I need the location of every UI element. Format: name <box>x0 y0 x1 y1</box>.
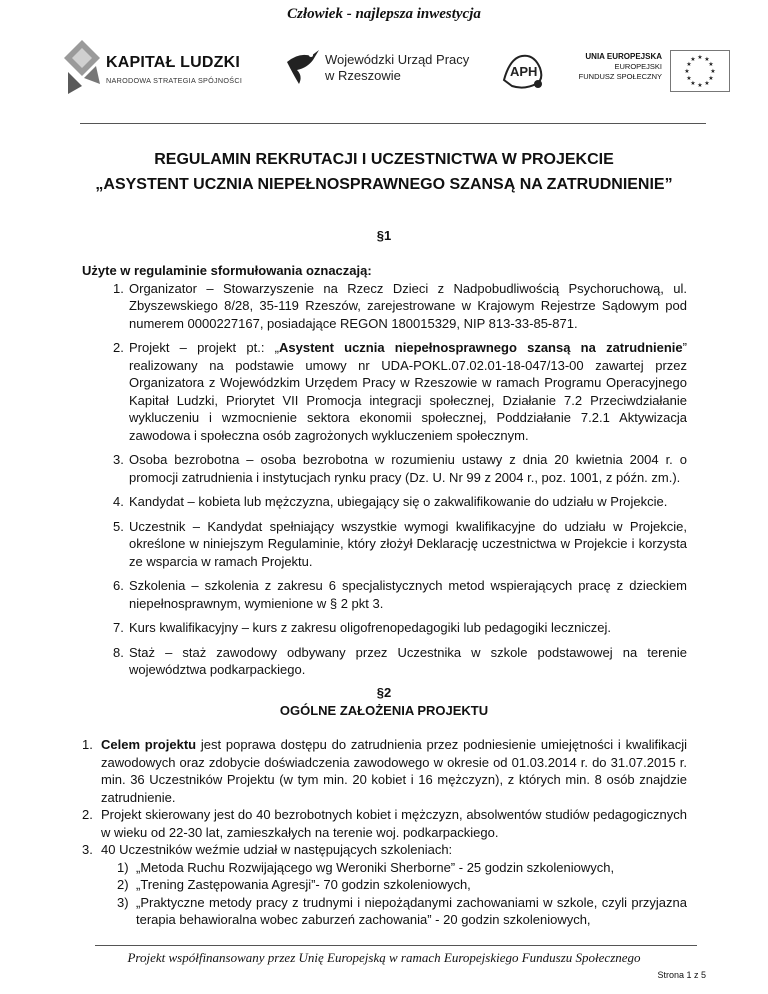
header-divider <box>80 123 706 124</box>
training-number: 2) <box>117 877 129 892</box>
svg-text:★: ★ <box>697 82 703 89</box>
definition-number: 3. <box>113 452 124 467</box>
definition-number: 8. <box>113 644 124 660</box>
aph-text: APH <box>510 64 538 79</box>
footer-divider <box>95 945 697 946</box>
definition-number: 6. <box>113 578 124 593</box>
goal-item <box>82 806 687 841</box>
goal-text: Projekt skierowany jest do 40 bezrobotnych kobiet i mężczyzn, absolwentów studiów pedagogicznych w wieku od 22-30 lat, zamieszkałych na terenie woj. podkarpackiego. <box>101 807 687 840</box>
svg-text:★: ★ <box>690 56 696 63</box>
ue-efs-text <box>570 52 662 82</box>
training-number: 3) <box>117 894 129 910</box>
eu-flag-icon <box>670 50 730 92</box>
training-number: 1) <box>117 859 129 875</box>
section2-mark: §2 <box>376 685 392 700</box>
svg-text:★: ★ <box>697 54 703 61</box>
kapital-ludzki-logo <box>60 38 250 98</box>
wup-name <box>325 52 469 84</box>
goal-number: 1. <box>82 737 93 752</box>
aph-emblem-icon <box>500 50 546 90</box>
training-text: „Praktyczne metody pracy z trudnymi i niepożądanymi zachowaniami w szkole, czyli przyjazna terapia behawioralna wobec zaburzeń zachowania” - 20 godzin szkoleniowych, <box>136 894 687 927</box>
definition-text: Kurs kwalifikacyjny – kurs z zakresu oligofrenopedagogiki lub pedagogiki leczniczej. <box>129 620 611 635</box>
definition-text: Uczestnik – Kandydat spełniający wszystkie wymogi kwalifikacyjne do udziału w Projekcie, określone w niniejszym Regulaminie, który złożył Deklarację uczestnictwa w Projekcie i korzysta ze wsparcia w ramach Projektu. <box>129 518 687 569</box>
definition-item <box>82 451 687 486</box>
definition-text: Kandydat – kobieta lub mężczyzna, ubiegający się o zakwalifikowanie do udziału w Projekcie. <box>129 494 668 509</box>
definition-text-post: ” realizowany na podstawie umowy nr UDA-POKL.07.02.01-18-047/13-00 zawartej przez Organizatora z Wojewódzkim Urzędem Pracy w Rzeszowie w ramach Programu Operacyjnego Kapitał Ludzki, Priorytet VII Promocja integracji społecznej, Działanie 7.2 Przeciwdziałanie wykluczeniu i wzmocnienie sektora ekonomii społecznej, Poddziałanie 7.2.1 Aktywizacja zawodowa i społeczna osób zagrożonych wykluczeniem społecznym. <box>129 340 687 443</box>
definition-text: Staż – staż zawodowy odbywany przez Uczestnika w szkole podstawowej na terenie województwa podkarpackiego. <box>129 644 687 677</box>
definition-number: 5. <box>113 518 124 534</box>
kapital-ludzki-emblem-icon <box>60 38 104 96</box>
aph-logo <box>500 50 546 90</box>
document-title-line2: „ASYSTENT UCZNIA NIEPEŁNOSPRAWNEGO SZANSĄ NA ZATRUDNIENIE” <box>95 176 673 193</box>
section1-intro: Użyte w regulaminie sformułowania oznaczają: <box>82 263 372 278</box>
training-text: „Trening Zastępowania Agresji”- 70 godzin szkoleniowych, <box>136 877 471 892</box>
section1-mark: §1 <box>376 228 392 243</box>
ue-line1: UNIA EUROPEJSKA <box>585 52 662 61</box>
goal-number: 3. <box>82 842 93 857</box>
definition-item <box>82 644 687 679</box>
svg-text:★: ★ <box>686 61 692 68</box>
definition-item <box>82 619 687 637</box>
wup-logo <box>285 44 475 94</box>
footer-funding-note: Projekt współfinansowany przez Unię Europejską w ramach Europejskiego Funduszu Społecznego <box>127 950 641 965</box>
goal-lead-bold: Celem projektu <box>101 737 197 752</box>
definition-text-pre: Projekt – projekt pt.: „ <box>129 340 279 355</box>
goal-text: jest poprawa dostępu do zatrudnienia przez podniesienie umiejętności i kwalifikacji zawodowych oraz zdobycie doświadczenia zawodowego w okresie od 01.03.2014 r. do 31.07.2015 r. min. 36 Uczestników Projektu (w tym min. 20 kobiet i 16 mężczyzn), z których min. 8 osób znajdzie zatrudnienie. <box>101 737 687 805</box>
svg-text:★: ★ <box>710 68 716 75</box>
section1-content <box>82 262 687 686</box>
definition-number: 2. <box>113 340 124 355</box>
svg-text:★: ★ <box>708 75 714 82</box>
section2-heading: OGÓLNE ZAŁOŻENIA PROJEKTU <box>279 703 489 718</box>
definition-item <box>82 339 687 444</box>
definition-item <box>82 493 687 511</box>
definition-item <box>82 577 687 612</box>
header-motto: Człowiek - najlepsza inwestycja <box>287 6 481 22</box>
svg-text:★: ★ <box>690 80 696 87</box>
section2-content <box>82 736 687 929</box>
svg-text:★: ★ <box>684 68 690 75</box>
goals-list <box>82 736 687 929</box>
definition-text: Organizator – Stowarzyszenie na Rzecz Dzieci z Nadpobudliwością Psychoruchową, ul. Zbyszewskiego 8/28, 35-119 Rzeszów, zarejestrowane w Krajowym Rejestrze Sądowym pod numerem 0000227167, posiadające REGON 180015329, NIP 813-33-85-871. <box>129 280 687 331</box>
training-item <box>82 894 687 929</box>
ue-efs-logo <box>570 50 720 96</box>
definition-number: 7. <box>113 620 124 635</box>
document-title-line1: REGULAMIN REKRUTACJI I UCZESTNICTWA W PROJEKCIE <box>154 151 614 168</box>
definition-item <box>82 280 687 333</box>
svg-text:★: ★ <box>708 61 714 68</box>
training-item <box>82 876 687 894</box>
ue-line3: FUNDUSZ SPOŁECZNY <box>578 72 662 81</box>
definition-text: Szkolenia – szkolenia z zakresu 6 specjalistycznych metod wspierających pracę z dzieckiem niepełnosprawnym, wymienione w § 2 pkt 3. <box>129 578 687 611</box>
wup-bird-icon <box>285 46 321 86</box>
ue-line2: EUROPEJSKI <box>614 62 662 71</box>
training-text: „Metoda Ruchu Rozwijającego wg Weroniki Sherborne” - 25 godzin szkoleniowych, <box>136 859 615 875</box>
goal-text: 40 Uczestników weźmie udział w następujących szkoleniach: <box>101 842 453 857</box>
header-logos <box>60 38 720 98</box>
definition-text: Osoba bezrobotna – osoba bezrobotna w rozumieniu ustawy z dnia 20 kwietnia 2004 r. o promocji zatrudnienia i instytucjach rynku pracy (Dz. U. Nr 99 z 2004 r., poz. 1001, z późn. zm.). <box>129 452 687 485</box>
svg-text:★: ★ <box>686 75 692 82</box>
training-item <box>82 859 687 877</box>
kapital-ludzki-subtitle: NARODOWA STRATEGIA SPÓJNOŚCI <box>106 76 243 85</box>
svg-text:★: ★ <box>704 56 710 63</box>
project-name-bold: Asystent ucznia niepełnosprawnego szansą na zatrudnienie <box>279 340 683 355</box>
document-title <box>0 147 768 197</box>
definition-number: 1. <box>113 280 124 296</box>
definition-item <box>82 518 687 571</box>
goal-item <box>82 736 687 806</box>
definitions-list <box>82 280 687 679</box>
definition-number: 4. <box>113 494 124 509</box>
goal-item <box>82 841 687 929</box>
goal-number: 2. <box>82 807 93 822</box>
trainings-list <box>82 859 687 929</box>
wup-name-line2: w Rzeszowie <box>325 68 401 83</box>
page-number: Strona 1 z 5 <box>657 970 706 980</box>
svg-text:★: ★ <box>704 80 710 87</box>
wup-name-line1: Wojewódzki Urząd Pracy <box>325 52 470 67</box>
kapital-ludzki-title: KAPITAŁ LUDZKI <box>106 54 241 71</box>
